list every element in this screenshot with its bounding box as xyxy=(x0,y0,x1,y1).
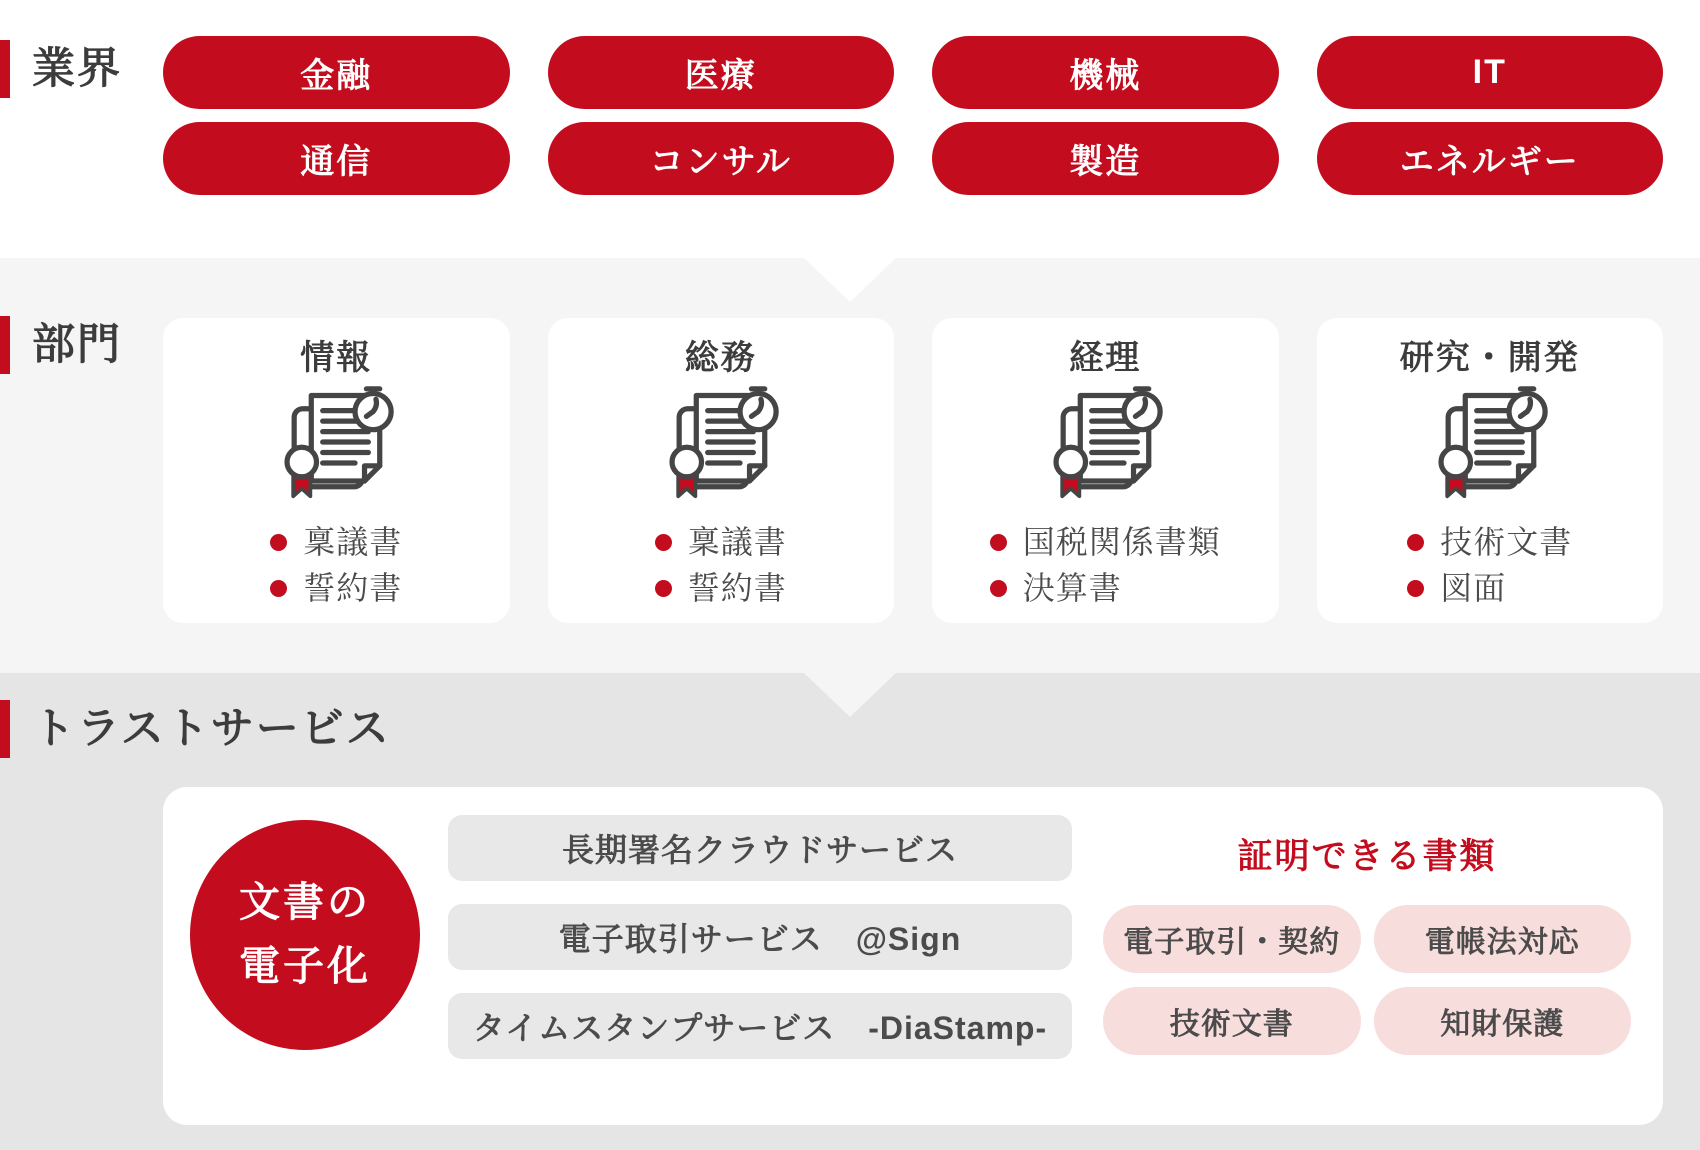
provable-tag: 電子取引・契約 xyxy=(1103,905,1361,973)
department-card xyxy=(548,318,895,623)
trust-service-card xyxy=(163,787,1663,1125)
industry-section-header xyxy=(0,40,122,98)
provable-tag-grid xyxy=(1103,905,1631,1055)
document-type-list xyxy=(990,515,1221,605)
list-item: 図面 xyxy=(1407,571,1572,606)
industry-pill: IT xyxy=(1317,36,1664,109)
provable-documents-block xyxy=(1103,829,1631,1055)
list-item: 技術文書 xyxy=(1407,525,1572,560)
department-card-title: 経理 xyxy=(1069,339,1142,377)
trust-section-title: トラストサービス xyxy=(32,704,391,753)
industry-pill: 医療 xyxy=(548,36,895,109)
arrow-down-notch xyxy=(804,258,896,302)
trust-section-header xyxy=(0,700,391,758)
provable-tag: 知財保護 xyxy=(1374,987,1632,1055)
document-type-list xyxy=(1407,515,1572,605)
bullet-dot-icon xyxy=(270,534,287,551)
provable-tag: 技術文書 xyxy=(1103,987,1361,1055)
list-item: 稟議書 xyxy=(655,525,787,560)
document-timestamp-seal-icon xyxy=(663,385,779,501)
industry-pill: 製造 xyxy=(932,122,1279,195)
department-card xyxy=(163,318,510,623)
bullet-dot-icon xyxy=(1407,534,1424,551)
department-card-title: 総務 xyxy=(684,339,757,377)
circle-text-line2: 電子化 xyxy=(239,943,371,989)
arrow-down-notch xyxy=(804,673,896,717)
department-section-title: 部門 xyxy=(32,320,122,369)
document-timestamp-seal-icon xyxy=(1047,385,1163,501)
department-card xyxy=(932,318,1279,623)
bullet-dot-icon xyxy=(990,580,1007,597)
industry-pill: エネルギー xyxy=(1317,122,1664,195)
industry-pill: コンサル xyxy=(548,122,895,195)
bullet-dot-icon xyxy=(1407,580,1424,597)
document-timestamp-seal-icon xyxy=(1432,385,1548,501)
list-item: 決算書 xyxy=(990,571,1221,606)
industry-pill: 金融 xyxy=(163,36,510,109)
bullet-dot-icon xyxy=(990,534,1007,551)
department-section-header xyxy=(0,316,122,374)
department-card xyxy=(1317,318,1664,623)
red-accent-bar xyxy=(0,700,10,758)
document-type-list xyxy=(655,515,787,605)
document-timestamp-seal-icon xyxy=(278,385,394,501)
department-card-title: 研究・開発 xyxy=(1399,339,1580,377)
bullet-dot-icon xyxy=(270,580,287,597)
industry-pill: 通信 xyxy=(163,122,510,195)
bullet-dot-icon xyxy=(655,534,672,551)
bullet-dot-icon xyxy=(655,580,672,597)
provable-tag: 電帳法対応 xyxy=(1374,905,1632,973)
list-item: 国税関係書類 xyxy=(990,525,1221,560)
service-bar: 長期署名クラウドサービス xyxy=(448,815,1072,881)
industry-pill-grid xyxy=(163,36,1663,195)
trust-service-list xyxy=(448,815,1072,1059)
industry-pill: 機械 xyxy=(932,36,1279,109)
provable-documents-title: 証明できる書類 xyxy=(1237,837,1497,876)
industry-section-title: 業界 xyxy=(32,44,122,93)
list-item: 誓約書 xyxy=(270,571,402,606)
department-card-grid xyxy=(163,318,1663,623)
red-accent-bar xyxy=(0,316,10,374)
red-accent-bar xyxy=(0,40,10,98)
circle-text-line1: 文書の xyxy=(239,879,371,926)
document-type-list xyxy=(270,515,402,605)
list-item: 誓約書 xyxy=(655,571,787,606)
service-bar: タイムスタンプサービス -DiaStamp- xyxy=(448,993,1072,1059)
service-bar: 電子取引サービス @Sign xyxy=(448,904,1072,970)
document-digitization-circle xyxy=(190,820,420,1050)
department-card-title: 情報 xyxy=(300,339,373,377)
list-item: 稟議書 xyxy=(270,525,402,560)
